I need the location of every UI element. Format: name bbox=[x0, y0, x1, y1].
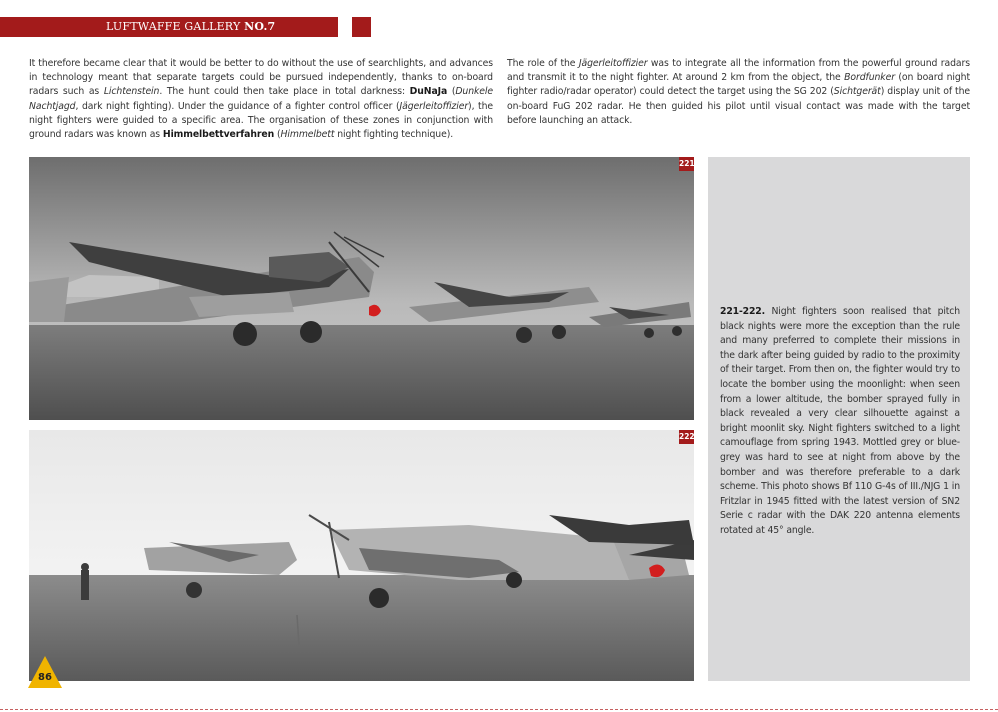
header-accent-square bbox=[352, 17, 371, 37]
photo-221-image bbox=[29, 157, 694, 420]
photo-222-bf110-on-airfield bbox=[29, 430, 694, 681]
footer-divider bbox=[0, 709, 998, 710]
photo-caption bbox=[720, 305, 960, 539]
caption-label: 221-222. bbox=[720, 306, 766, 317]
photo-222-image bbox=[29, 430, 694, 681]
body-text-right-column: The role of the Jägerleitoffizier was to integrate all the information from the powerful ground radars and transmit it to the night fighter. At around 2 km from the object, the Bordfunker (on board night fighter radio/radar operator) could detect the target using the SG 202 (Sichtgerät) display unit of the on-board FuG 202 radar. He then guided his pilot until visual contact was made with the target before launching an attack. bbox=[507, 58, 971, 126]
photo-number-badge: 222 bbox=[679, 430, 694, 444]
photo-number-badge: 221 bbox=[679, 157, 694, 171]
page-number: 86 bbox=[38, 672, 52, 683]
caption-text: Night fighters soon realised that pitch black nights were more the exception than the rule and many preferred to complete their missions in the dark after being guided by radio to the proximity of their target. From then on, the fighter would try to locate the bomber using the moonlight: when seen from a lower altitude, the bomber sprayed fully in black revealed a very clear silhouette against a bright moonlit sky. Night fighters switched to a light camouflage from spring 1943. Mottled grey or blue-grey was hard to see at night from above by the bomber and was therefore preferable to a dark scheme. This photo shows Bf 110 G-4s of III./NJG 1 in Fritzlar in 1945 fitted with the latest version of SN2 Serie c radar with the DAK 220 antenna elements rotated at 45° angle. bbox=[720, 306, 960, 536]
body-text-left-column: It therefore became clear that it would be better to do without the use of searchlights, and advances in technology meant that separate targets could be pursued independently, thanks to on-board radars such as Lichtenstein. The hunt could then take place in total darkness: DuNaJa (Dunkele Nachtjagd, dark night fighting). Under the guidance of a fighter control officer (Jägerleitoffizier), the night fighters were guided to a specific area. The organisation of these zones in conjunction with ground radars was known as Himmelbettverfahren (Himmelbett night fighting technique). bbox=[29, 58, 494, 141]
running-header-title: LUFTWAFFE GALLERY NO.7 bbox=[106, 20, 276, 33]
header-bar bbox=[0, 17, 338, 37]
photo-221-night-fighters-lineup bbox=[29, 157, 694, 420]
